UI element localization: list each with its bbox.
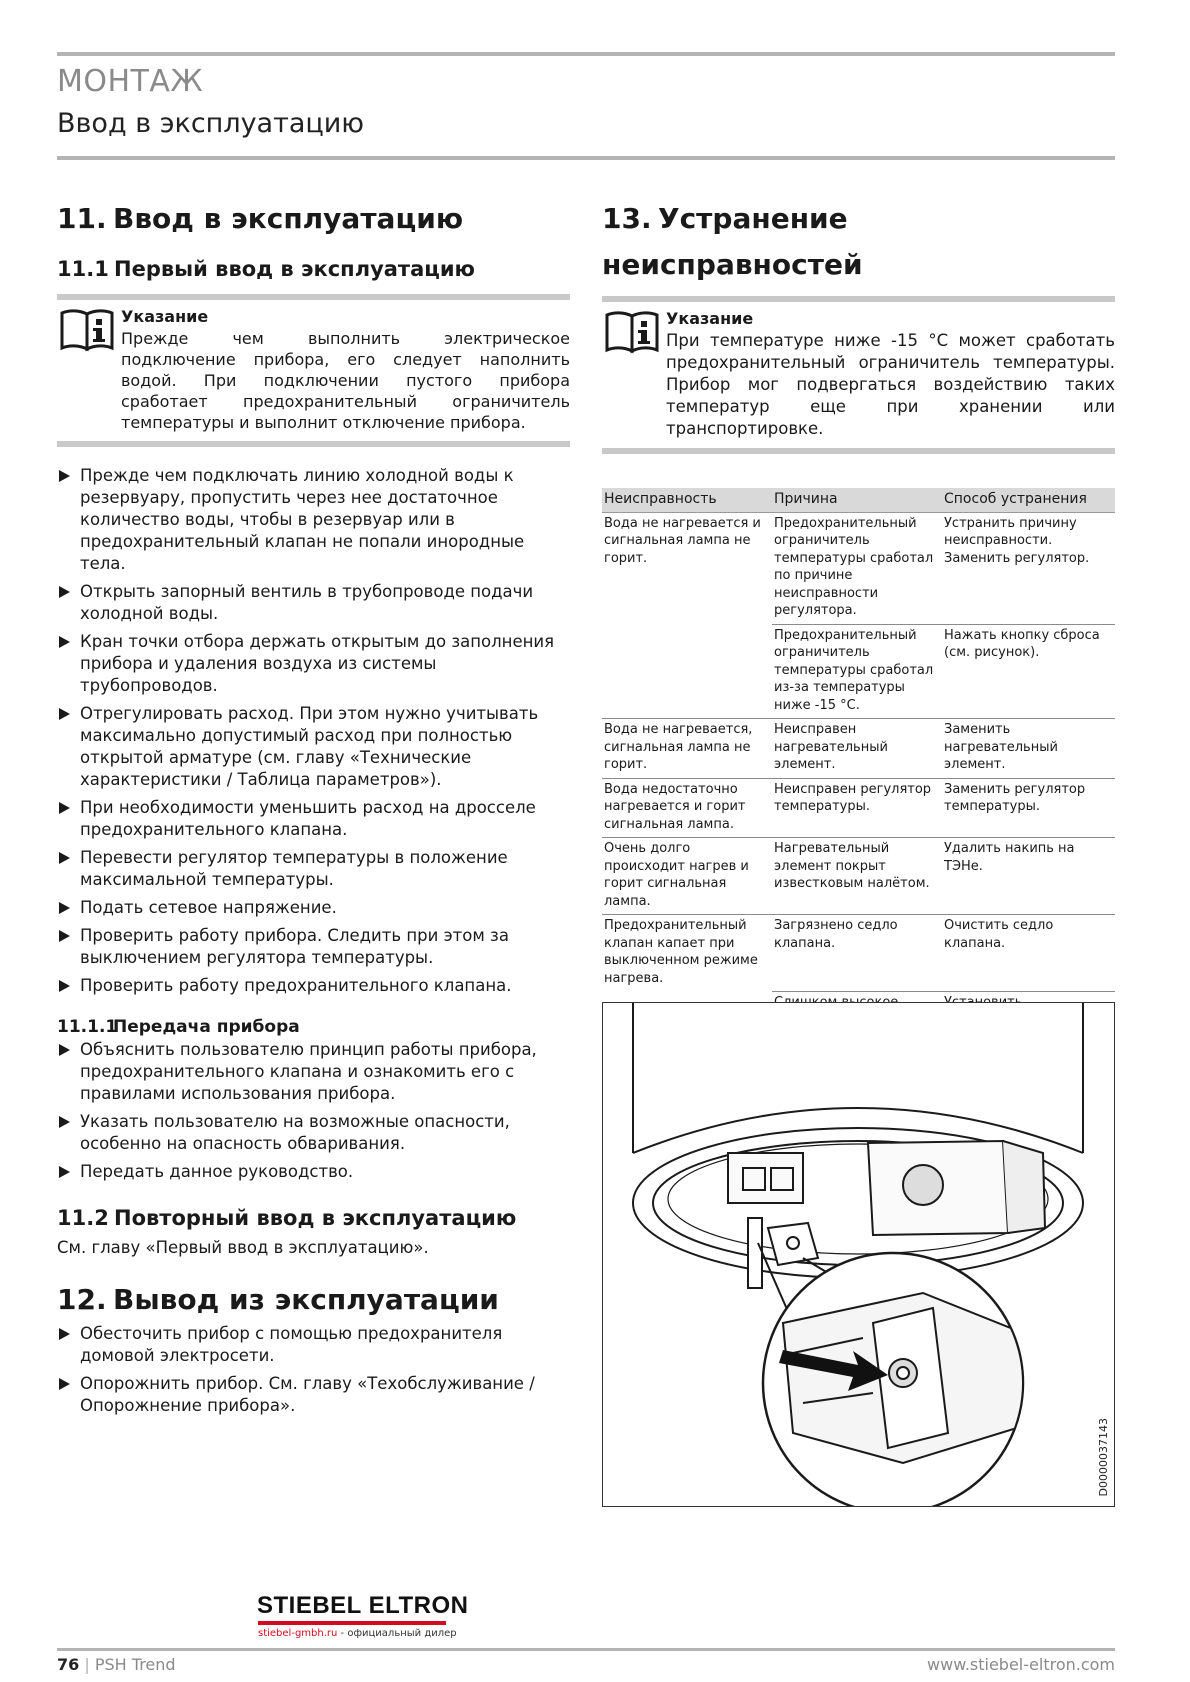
steps-decommission (57, 1323, 570, 1417)
section-11-2-text: См. главу «Первый ввод в эксплуатацию». (57, 1238, 429, 1257)
note-title: Указание (666, 309, 754, 328)
dealer-text: - официальный дилер (337, 1628, 457, 1639)
right-column (602, 196, 1115, 1116)
step-item: При необходимости уменьшить расход на дросселе предохранительного клапана. (57, 797, 570, 841)
figure-code: D0000037143 (1097, 1417, 1110, 1496)
arrow-bullet-icon (59, 980, 70, 992)
arrow-bullet-icon (59, 802, 70, 814)
dealer-site: stiebel-gmbh.ru (258, 1628, 338, 1639)
step-item: Открыть запорный вентиль в трубопроводе подачи холодной воды. (57, 581, 570, 625)
table-cell (602, 624, 772, 719)
header-title: Ввод в эксплуатацию (57, 108, 365, 139)
arrow-bullet-icon (59, 1166, 70, 1178)
arrow-bullet-icon (59, 636, 70, 648)
footer-url: www.stiebel-eltron.com (927, 1655, 1115, 1674)
page-number: 76 (57, 1655, 80, 1674)
step-item: Опорожнить прибор. См. главу «Техобслуживание / Опорожнение прибора». (57, 1373, 570, 1417)
step-item: Указать пользователю на возможные опасности, особенно на опасность обваривания. (57, 1111, 570, 1155)
steps-first-start (57, 465, 570, 997)
table-cell: Вода не нагревается, сигнальная лампа не горит. (602, 719, 772, 779)
table-row (602, 719, 1115, 779)
note-box-troubleshooting (602, 296, 1115, 454)
arrow-bullet-icon (59, 852, 70, 864)
arrow-bullet-icon (59, 902, 70, 914)
brand-logo-bar (258, 1621, 446, 1625)
header-rule (57, 52, 1115, 56)
reset-button-figure (602, 1002, 1115, 1507)
table-cell: Предохранительный ограничитель температуры сработал по причине неисправности регулятора. (774, 515, 934, 618)
table-row (602, 915, 1115, 992)
step-item: Передать данное руководство. (57, 1161, 570, 1183)
step-item: Проверить работу прибора. Следить при этом за выключением регулятора температуры. (57, 925, 570, 969)
table-cell: Загрязнено седло клапана. (772, 915, 942, 992)
table-cell: Устранить причину неисправности. Заменить регулятор. (944, 515, 1090, 566)
table-cell: Вода не нагревается и сигнальная лампа не горит. (604, 515, 761, 566)
note-text: Прежде чем выполнить электрическое подключение прибора, его следует наполнить водой. При подключении пустого прибора сработает предохранительный ограничитель температуры и выполнит отключение прибора. (121, 329, 570, 432)
table-cell: Нагревательный элемент покрыт известковым налётом. (772, 838, 942, 915)
table-header: Причина (772, 488, 942, 512)
table-header: Способ устранения (942, 488, 1115, 512)
info-book-icon (59, 308, 115, 352)
product-name: PSH Trend (94, 1655, 176, 1674)
arrow-bullet-icon (59, 586, 70, 598)
table-cell: Неисправен регулятор температуры. (772, 778, 942, 838)
table-cell: Неисправен нагревательный элемент. (772, 719, 942, 779)
steps-handover (57, 1039, 570, 1183)
step-item: Перевести регулятор температуры в положение максимальной температуры. (57, 847, 570, 891)
section-11-heading: 11. Ввод в эксплуатацию (57, 202, 464, 235)
table-row (602, 512, 1115, 624)
step-item: Прежде чем подключать линию холодной воды к резервуару, пропустить через нее достаточное количество воды, чтобы в резервуар или в предохранительный клапан не попали инородные тела. (57, 465, 570, 575)
table-cell: Вода недостаточно нагревается и горит сигнальная лампа. (602, 778, 772, 838)
step-item: Отрегулировать расход. При этом нужно учитывать максимально допустимый расход при полностью открытой арматуре (см. главу «Технические характеристики / Таблица параметров»). (57, 703, 570, 791)
step-item: Подать сетевое напряжение. (57, 897, 570, 919)
section-12-heading: 12. Вывод из эксплуатации (57, 1283, 499, 1316)
fault-table (602, 488, 1115, 1034)
table-cell: Предохранительный клапан капает при выключенном режиме нагрева. (602, 915, 772, 992)
note-box-first-start (57, 294, 570, 447)
header-section: МОНТАЖ (57, 64, 204, 99)
step-item: Кран точки отбора держать открытым до заполнения прибора и удаления воздуха из системы трубопроводов. (57, 631, 570, 697)
footer-rule (57, 1648, 1115, 1651)
table-header: Неисправность (602, 488, 772, 512)
table-row (602, 778, 1115, 838)
note-text: При температуре ниже -15 °C может сработать предохранительный ограничитель температуры. Прибор мог подвергаться воздействию таких температур еще при хранении или транспортировке. (666, 331, 1115, 438)
table-cell: Заменить регулятор температуры. (942, 778, 1115, 838)
section-11-1-heading: 11.1 Первый ввод в эксплуатацию (57, 257, 475, 281)
table-cell: Заменить нагревательный элемент. (942, 719, 1115, 779)
note-title: Указание (121, 307, 209, 326)
table-row (602, 838, 1115, 915)
arrow-bullet-icon (59, 930, 70, 942)
table-cell: Предохранительный ограничитель температуры сработал из-за температуры ниже -15 °C. (772, 624, 942, 719)
arrow-bullet-icon (59, 1044, 70, 1056)
section-11-1-1-heading: 11.1.1Передача прибора (57, 1017, 300, 1037)
table-row (602, 624, 1115, 719)
table-cell: Нажать кнопку сброса (см. рисунок). (942, 624, 1115, 719)
boiler-reset-illustration (603, 1003, 1114, 1506)
section-13-heading: 13. Устранение неисправностей (602, 202, 863, 281)
section-11-2-heading: 11.2 Повторный ввод в эксплуатацию (57, 1206, 517, 1230)
header-rule-bottom (57, 156, 1115, 160)
step-item: Объяснить пользователю принцип работы прибора, предохранительного клапана и ознакомить его с правилами использования прибора. (57, 1039, 570, 1105)
arrow-bullet-icon (59, 1328, 70, 1340)
step-item: Обесточить прибор с помощью предохранителя домовой электросети. (57, 1323, 570, 1367)
arrow-bullet-icon (59, 1116, 70, 1128)
table-header-row (602, 488, 1115, 512)
table-cell: Очистить седло клапана. (942, 915, 1115, 992)
arrow-bullet-icon (59, 1378, 70, 1390)
info-book-icon (604, 310, 660, 354)
dealer-note (258, 1628, 457, 1639)
table-cell: Удалить накипь на ТЭНе. (942, 838, 1115, 915)
step-item: Проверить работу предохранительного клапана. (57, 975, 570, 997)
arrow-bullet-icon (59, 708, 70, 720)
brand-logo: STIEBEL ELTRON (257, 1592, 469, 1619)
arrow-bullet-icon (59, 470, 70, 482)
left-column (57, 196, 570, 1423)
footer-page-info: 76 | PSH Trend (57, 1655, 176, 1674)
table-cell: Очень долго происходит нагрев и горит сигнальная лампа. (602, 838, 772, 915)
